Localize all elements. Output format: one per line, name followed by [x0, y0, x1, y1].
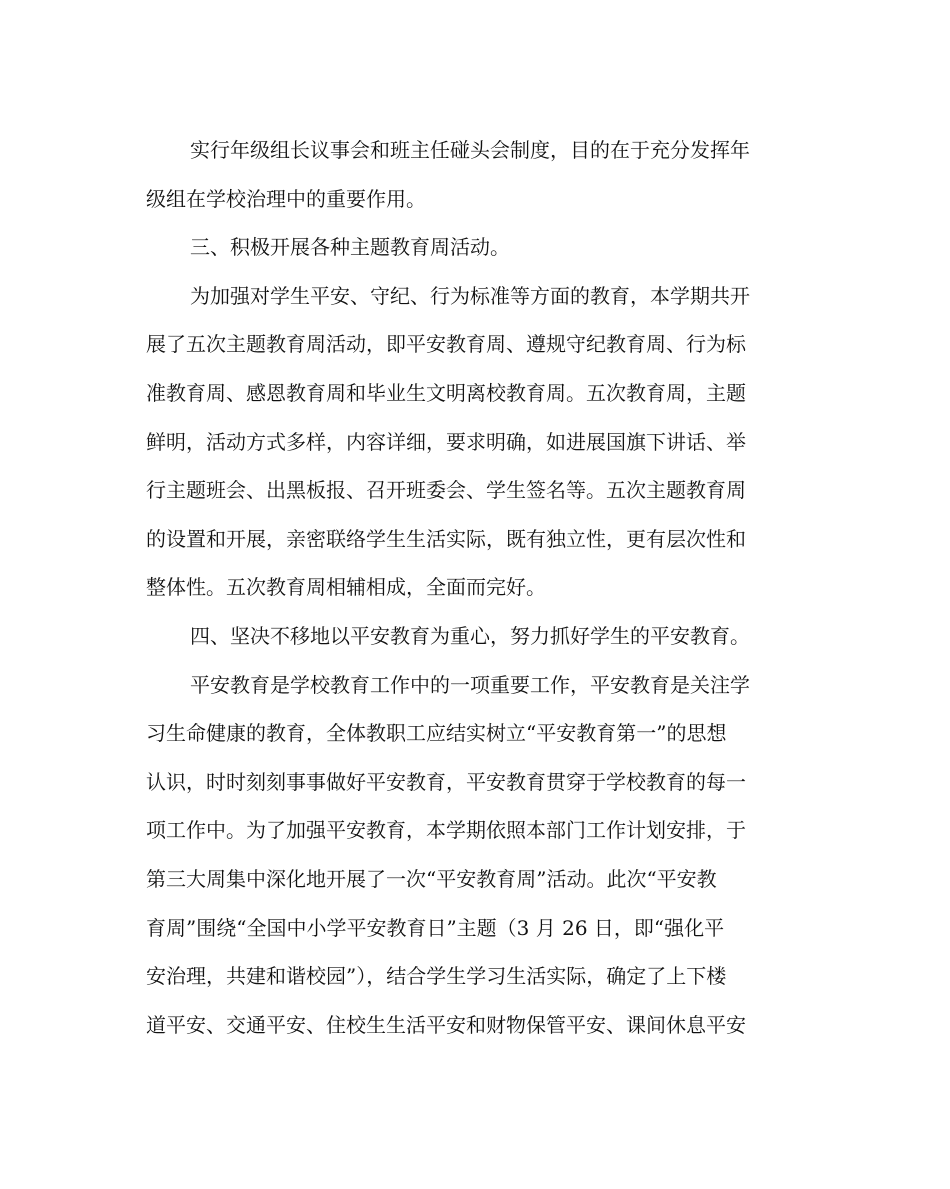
text-line-8: 行主题班会、出黑板报、召开班委会、学生签名等。五次主题教育周 — [146, 478, 746, 503]
text-line-1: 实行年级组长议事会和班主任碰头会制度，目的在于充分发挥年 — [190, 138, 750, 162]
text-line-9: 的设置和开展，亲密联络学生生活实际，既有独立性，更有层次性和 — [146, 526, 746, 551]
text-line-15: 项工作中。为了加强平安教育，本学期依照本部门工作计划安排，于 — [146, 818, 746, 843]
text-line-17: 育周”围绕“全国中小学平安教育日”主题（3 月 26 日，即“强化平 — [146, 915, 725, 940]
text-line-10: 整体性。五次教育周相辅相成，全面而完好。 — [146, 575, 546, 600]
text-line-7: 鲜明，活动方式多样，内容详细，要求明确，如进展国旗下讲话、举 — [146, 429, 746, 454]
text-line-5: 展了五次主题教育周活动，即平安教育周、遵规守纪教育周、行为标 — [146, 332, 746, 357]
text-line-4: 为加强对学生平安、守纪、行为标准等方面的教育，本学期共开 — [190, 283, 750, 308]
text-line-18: 安治理，共建和谐校园”），结合学生学习生活实际，确定了上下楼 — [146, 964, 727, 989]
section-heading-4: 四、坚决不移地以平安教育为重心，努力抓好学生的平安教育。 — [190, 623, 750, 648]
text-line-6: 准教育周、感恩教育周和毕业生文明离校教育周。五次教育周，主题 — [146, 380, 746, 405]
section-heading-3: 三、积极开展各种主题教育周活动。 — [190, 235, 510, 260]
text-line-12: 平安教育是学校教育工作中的一项重要工作，平安教育是关注学 — [190, 672, 750, 697]
text-line-13: 习生命健康的教育，全体教职工应结实树立“平安教育第一”的思想 — [146, 721, 727, 746]
text-line-19: 道平安、交通平安、住校生生活平安和财物保管平安、课间休息平安 — [146, 1012, 746, 1037]
text-line-16: 第三大周集中深化地开展了一次“平安教育周”活动。此次“平安教 — [146, 866, 717, 891]
text-line-2: 级组在学校治理中的重要作用。 — [146, 186, 426, 211]
document-body — [146, 126, 806, 1049]
text-line-14: 认识，时时刻刻事事做好平安教育，平安教育贯穿于学校教育的每一 — [146, 769, 746, 794]
